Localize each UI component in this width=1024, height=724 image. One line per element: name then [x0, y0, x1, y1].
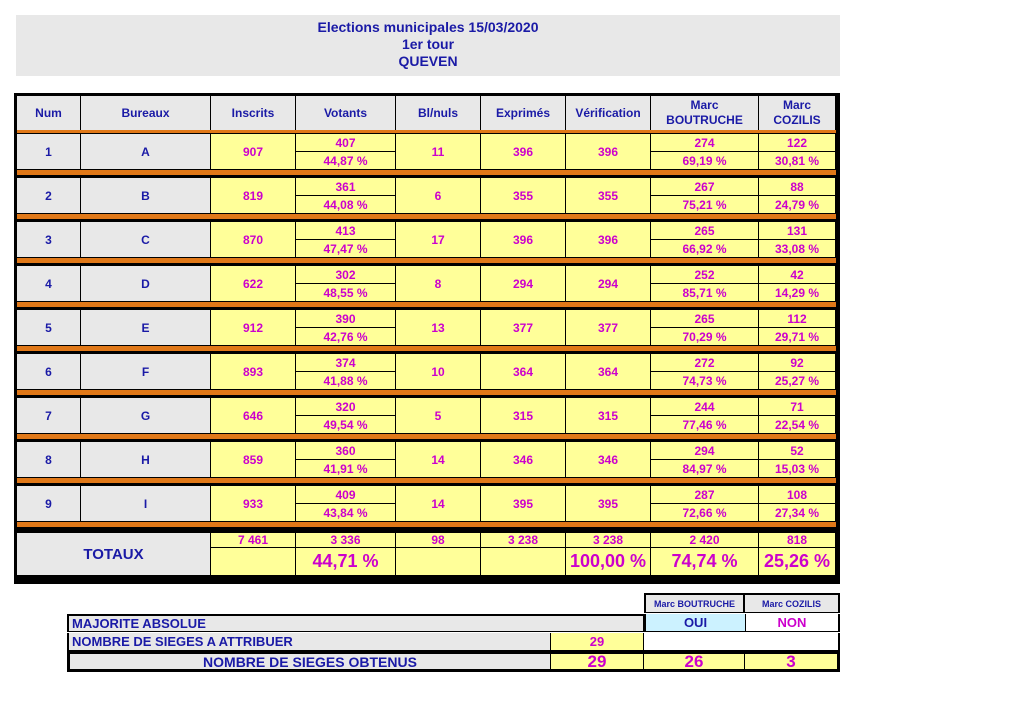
- sieges-attribuer-value: 29: [551, 633, 644, 651]
- row-verification: 346: [566, 442, 650, 477]
- row-num: 3: [17, 222, 80, 257]
- row-votants-pct: 47,47 %: [296, 240, 395, 257]
- row-separator: [17, 258, 836, 263]
- col-boutruche-header: Marc BOUTRUCHE: [651, 96, 758, 130]
- row-cozilis: 71: [759, 398, 835, 415]
- row-votants: 374: [296, 354, 395, 371]
- row-votants: 361: [296, 178, 395, 195]
- row-bureau: I: [81, 486, 210, 521]
- row-votants: 413: [296, 222, 395, 239]
- col-num-header: Num: [17, 96, 80, 130]
- row-boutruche-pct: 70,29 %: [651, 328, 758, 345]
- row-cozilis-pct: 29,71 %: [759, 328, 835, 345]
- row-inscrits: 819: [211, 178, 295, 213]
- row-votants-pct: 44,87 %: [296, 152, 395, 169]
- row-num: 9: [17, 486, 80, 521]
- majorite-cozilis-value: NON: [745, 614, 840, 632]
- row-inscrits: 622: [211, 266, 295, 301]
- totals-verification: 3 238: [566, 533, 650, 547]
- row-exprimes: 377: [481, 310, 565, 345]
- sieges-obtenus-cozilis: 3: [745, 651, 840, 672]
- totals-cozilis: 818: [759, 533, 835, 547]
- row-exprimes: 396: [481, 134, 565, 169]
- row-votants-pct: 48,55 %: [296, 284, 395, 301]
- sieges-attribuer-filler: [644, 633, 840, 651]
- majorite-absolue-label: MAJORITE ABSOLUE: [67, 614, 644, 632]
- col-cozilis-header: Marc COZILIS: [759, 96, 835, 130]
- report-city: QUEVEN: [398, 53, 458, 69]
- totals-blnuls: 98: [396, 533, 480, 547]
- row-num: 1: [17, 134, 80, 169]
- row-exprimes: 364: [481, 354, 565, 389]
- row-verification: 315: [566, 398, 650, 433]
- row-blnuls: 11: [396, 134, 480, 169]
- row-votants: 360: [296, 442, 395, 459]
- row-exprimes: 294: [481, 266, 565, 301]
- row-blnuls: 10: [396, 354, 480, 389]
- row-bureau: C: [81, 222, 210, 257]
- row-separator: [17, 302, 836, 307]
- col-bureaux-header: Bureaux: [81, 96, 210, 130]
- row-cozilis-pct: 27,34 %: [759, 504, 835, 521]
- row-votants-pct: 42,76 %: [296, 328, 395, 345]
- row-inscrits: 859: [211, 442, 295, 477]
- row-blnuls: 6: [396, 178, 480, 213]
- row-boutruche: 252: [651, 266, 758, 283]
- row-boutruche: 294: [651, 442, 758, 459]
- row-votants-pct: 43,84 %: [296, 504, 395, 521]
- row-inscrits: 870: [211, 222, 295, 257]
- row-cozilis-pct: 22,54 %: [759, 416, 835, 433]
- row-cozilis: 112: [759, 310, 835, 327]
- row-boutruche-pct: 85,71 %: [651, 284, 758, 301]
- row-verification: 395: [566, 486, 650, 521]
- row-exprimes: 315: [481, 398, 565, 433]
- row-separator: [17, 522, 836, 527]
- row-bureau: F: [81, 354, 210, 389]
- row-cozilis-pct: 30,81 %: [759, 152, 835, 169]
- row-bureau: E: [81, 310, 210, 345]
- row-cozilis-pct: 33,08 %: [759, 240, 835, 257]
- row-votants: 407: [296, 134, 395, 151]
- summary-header-cozilis: Marc COZILIS: [745, 593, 840, 613]
- row-boutruche: 244: [651, 398, 758, 415]
- row-boutruche: 265: [651, 310, 758, 327]
- row-blnuls: 5: [396, 398, 480, 433]
- row-votants-pct: 41,88 %: [296, 372, 395, 389]
- row-boutruche: 267: [651, 178, 758, 195]
- row-verification: 294: [566, 266, 650, 301]
- totals-votants-pct: 44,71 %: [296, 548, 395, 575]
- row-verification: 396: [566, 134, 650, 169]
- row-boutruche-pct: 75,21 %: [651, 196, 758, 213]
- row-exprimes: 396: [481, 222, 565, 257]
- row-num: 4: [17, 266, 80, 301]
- row-blnuls: 13: [396, 310, 480, 345]
- row-votants-pct: 41,91 %: [296, 460, 395, 477]
- row-cozilis-pct: 24,79 %: [759, 196, 835, 213]
- row-num: 8: [17, 442, 80, 477]
- row-num: 7: [17, 398, 80, 433]
- row-boutruche-pct: 72,66 %: [651, 504, 758, 521]
- col-blnuls-header: Bl/nuls: [396, 96, 480, 130]
- row-verification: 396: [566, 222, 650, 257]
- row-boutruche: 287: [651, 486, 758, 503]
- row-separator: [17, 434, 836, 439]
- row-separator: [17, 346, 836, 351]
- row-bureau: A: [81, 134, 210, 169]
- totals-inscrits-pct: [211, 548, 295, 575]
- col-inscrits-header: Inscrits: [211, 96, 295, 130]
- row-cozilis: 131: [759, 222, 835, 239]
- totals-boutruche-pct: 74,74 %: [651, 548, 758, 575]
- row-votants-pct: 44,08 %: [296, 196, 395, 213]
- col-exprimes-header: Exprimés: [481, 96, 565, 130]
- row-votants: 302: [296, 266, 395, 283]
- row-separator: [17, 390, 836, 395]
- summary-header-boutruche: Marc BOUTRUCHE: [644, 593, 745, 613]
- row-inscrits: 646: [211, 398, 295, 433]
- row-bureau: G: [81, 398, 210, 433]
- row-separator: [17, 478, 836, 483]
- row-cozilis: 92: [759, 354, 835, 371]
- row-inscrits: 907: [211, 134, 295, 169]
- sieges-attribuer-label: NOMBRE DE SIEGES A ATTRIBUER: [67, 633, 551, 651]
- row-blnuls: 14: [396, 442, 480, 477]
- row-cozilis-pct: 15,03 %: [759, 460, 835, 477]
- row-cozilis: 88: [759, 178, 835, 195]
- row-votants: 390: [296, 310, 395, 327]
- row-boutruche-pct: 66,92 %: [651, 240, 758, 257]
- row-cozilis-pct: 25,27 %: [759, 372, 835, 389]
- report-header: [16, 15, 840, 76]
- row-cozilis: 52: [759, 442, 835, 459]
- row-exprimes: 395: [481, 486, 565, 521]
- row-num: 5: [17, 310, 80, 345]
- totals-exprimes: 3 238: [481, 533, 565, 547]
- col-verification-header: Vérification: [566, 96, 650, 130]
- row-verification: 364: [566, 354, 650, 389]
- totals-blnuls-pct: [396, 548, 480, 575]
- row-cozilis: 108: [759, 486, 835, 503]
- row-votants: 320: [296, 398, 395, 415]
- row-num: 2: [17, 178, 80, 213]
- row-inscrits: 912: [211, 310, 295, 345]
- row-separator: [17, 130, 836, 133]
- row-verification: 377: [566, 310, 650, 345]
- col-votants-header: Votants: [296, 96, 395, 130]
- totals-inscrits: 7 461: [211, 533, 295, 547]
- results-table: [14, 93, 840, 584]
- row-boutruche: 272: [651, 354, 758, 371]
- totals-boutruche: 2 420: [651, 533, 758, 547]
- row-boutruche: 274: [651, 134, 758, 151]
- row-inscrits: 933: [211, 486, 295, 521]
- totals-votants: 3 336: [296, 533, 395, 547]
- row-blnuls: 17: [396, 222, 480, 257]
- row-boutruche-pct: 69,19 %: [651, 152, 758, 169]
- majorite-boutruche-value: OUI: [644, 614, 745, 632]
- row-votants: 409: [296, 486, 395, 503]
- sieges-obtenus-label: NOMBRE DE SIEGES OBTENUS: [67, 651, 551, 672]
- sieges-obtenus-total: 29: [551, 651, 644, 672]
- row-blnuls: 14: [396, 486, 480, 521]
- row-separator: [17, 170, 836, 175]
- totals-verification-pct: 100,00 %: [566, 548, 650, 575]
- row-boutruche-pct: 74,73 %: [651, 372, 758, 389]
- row-bureau: D: [81, 266, 210, 301]
- row-exprimes: 346: [481, 442, 565, 477]
- row-bureau: H: [81, 442, 210, 477]
- row-boutruche: 265: [651, 222, 758, 239]
- totals-cozilis-pct: 25,26 %: [759, 548, 835, 575]
- row-separator: [17, 214, 836, 219]
- row-blnuls: 8: [396, 266, 480, 301]
- row-verification: 355: [566, 178, 650, 213]
- row-cozilis: 122: [759, 134, 835, 151]
- row-votants-pct: 49,54 %: [296, 416, 395, 433]
- totals-label: TOTAUX: [17, 533, 210, 575]
- row-exprimes: 355: [481, 178, 565, 213]
- row-boutruche-pct: 84,97 %: [651, 460, 758, 477]
- report-title: Elections municipales 15/03/2020: [317, 19, 539, 35]
- row-bureau: B: [81, 178, 210, 213]
- sieges-obtenus-boutruche: 26: [644, 651, 745, 672]
- row-inscrits: 893: [211, 354, 295, 389]
- row-boutruche-pct: 77,46 %: [651, 416, 758, 433]
- row-cozilis-pct: 14,29 %: [759, 284, 835, 301]
- row-num: 6: [17, 354, 80, 389]
- report-round: 1er tour: [401, 36, 455, 52]
- totals-exprimes-pct: [481, 548, 565, 575]
- row-cozilis: 42: [759, 266, 835, 283]
